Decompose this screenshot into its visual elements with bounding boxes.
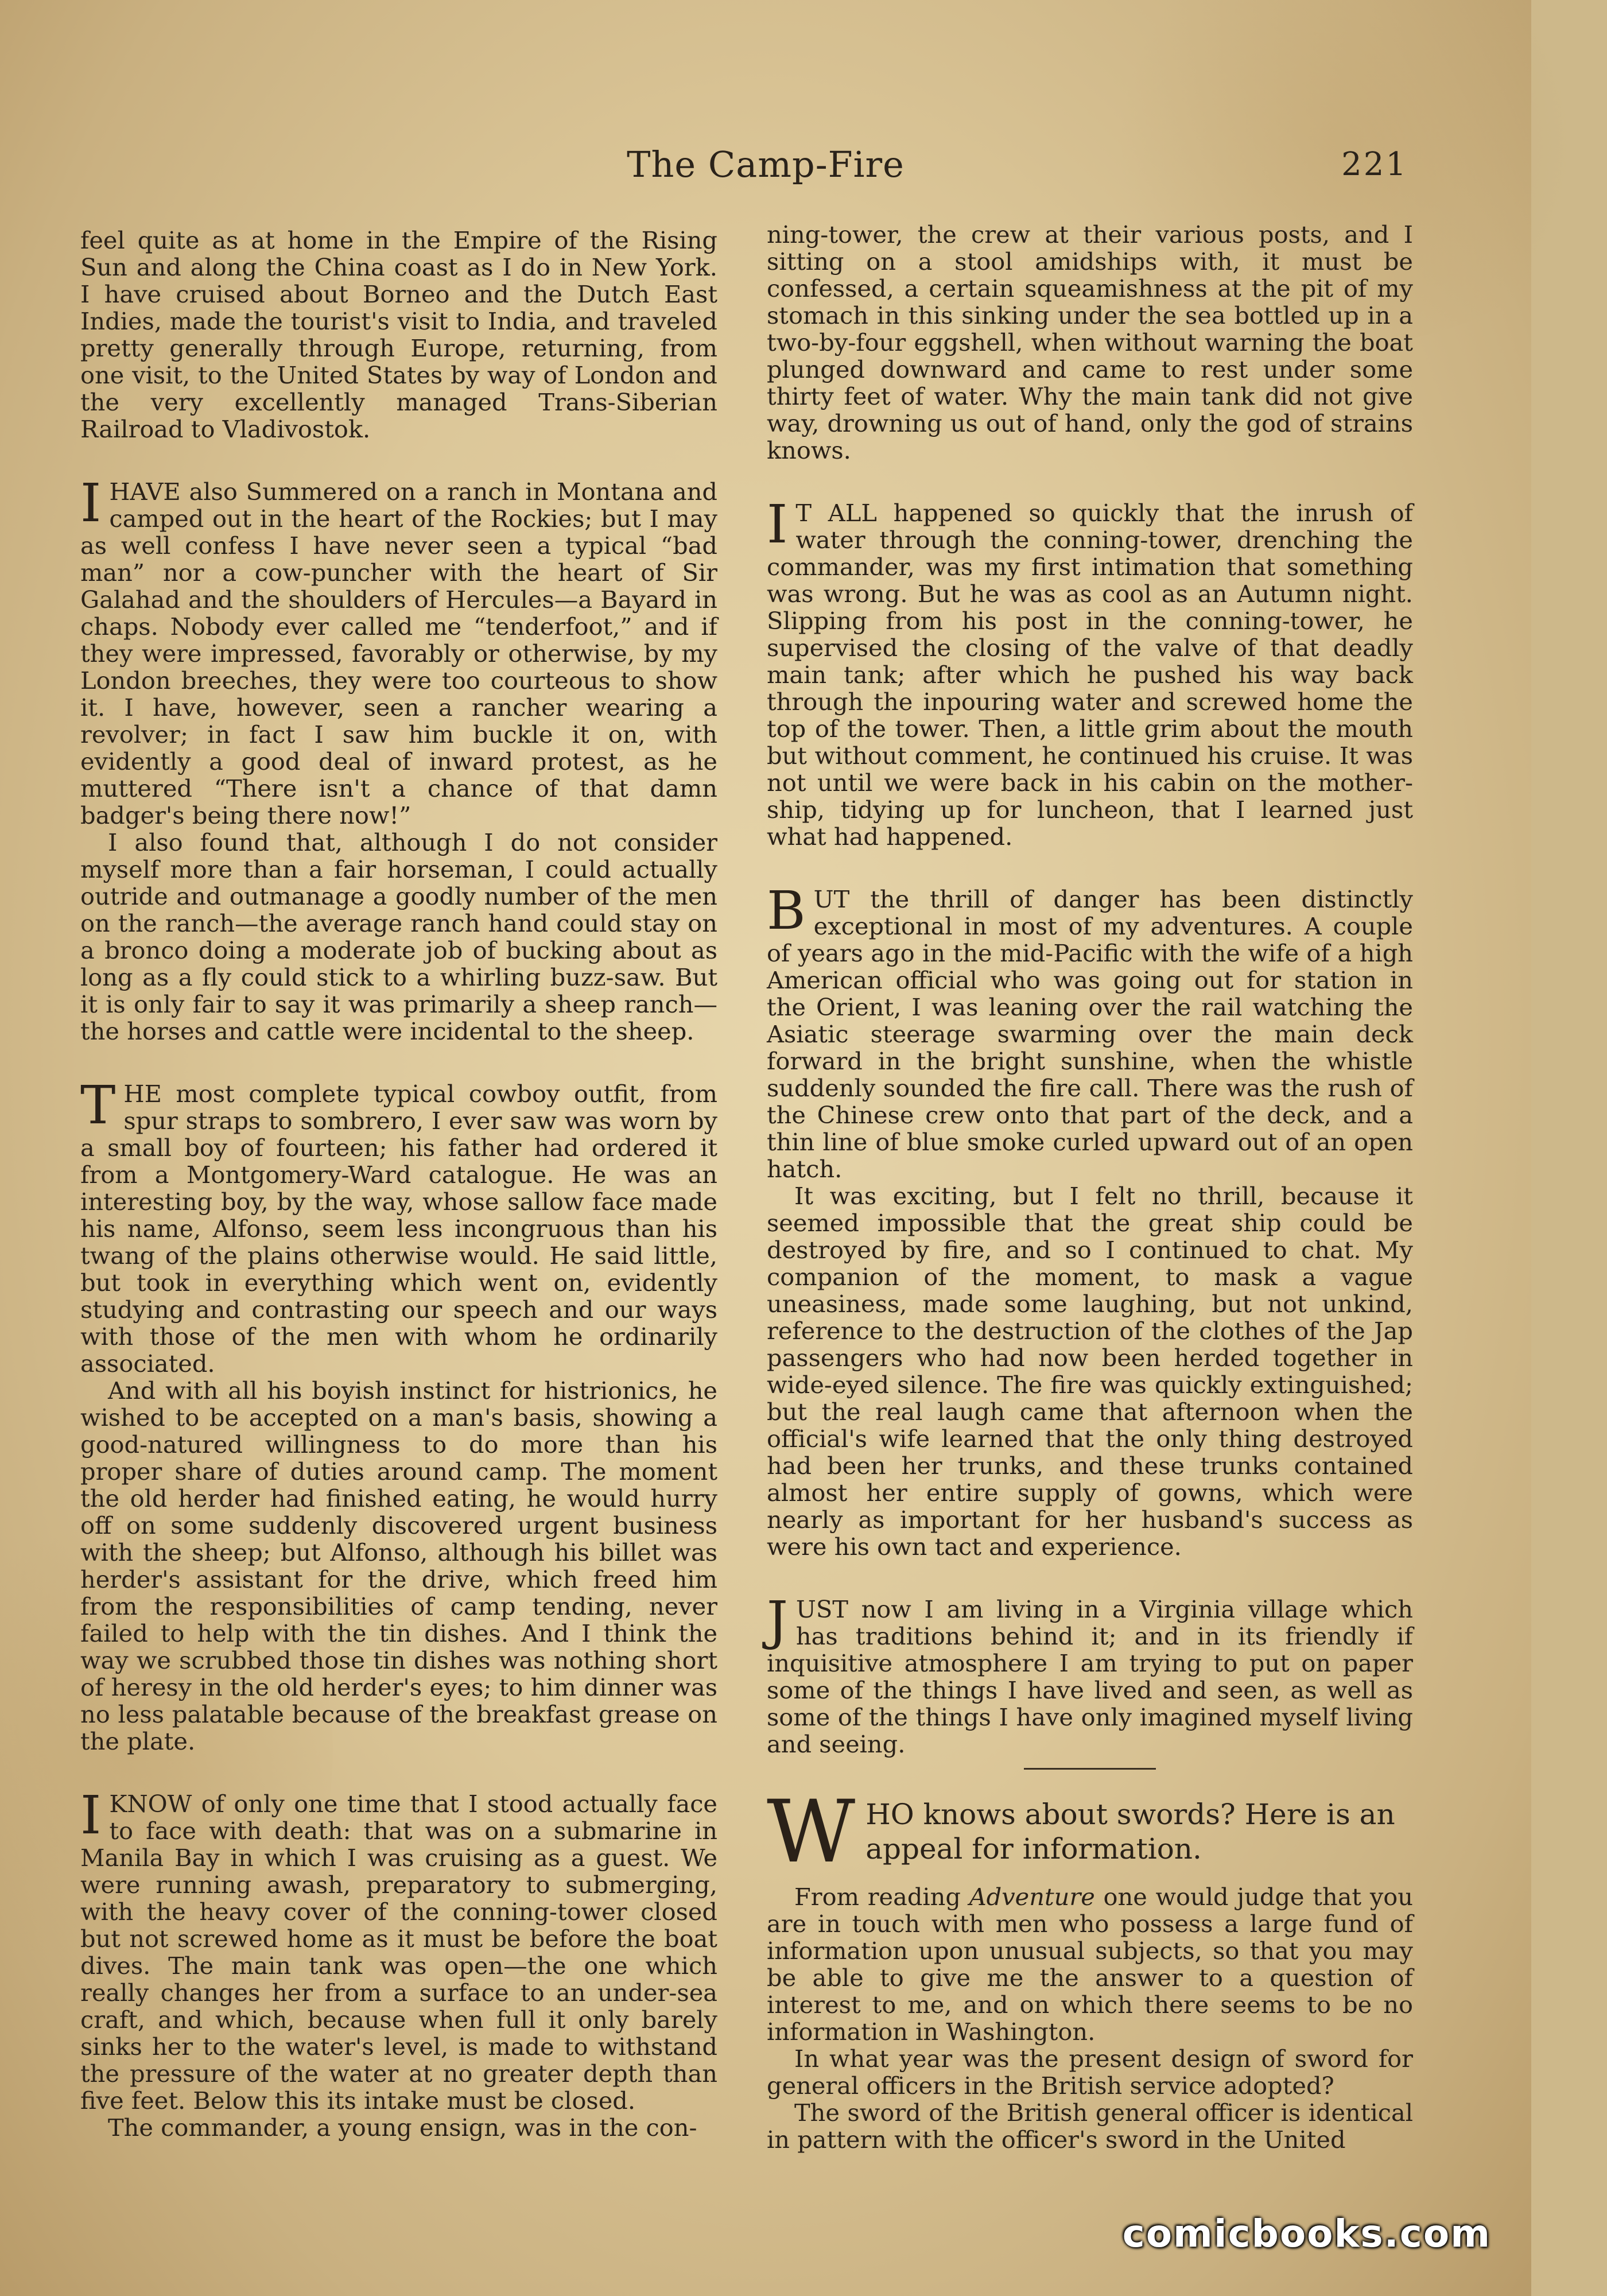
paragraph-text: HE most complete typical cowboy outfit, from spur straps to sombrero, I ever saw was worn by a small boy of fourteen; his father had ordered it from a Montgomery-Ward catalogue. He was an interesting boy, by the way, whose sallow face made his name, Alfonso, seem less incongruous than his twang of the plains otherwise would. He said little, but took in everything which went on, evidently studying and contrasting our speech and our ways with those of the men with whom he ordinarily associated. — [80, 1080, 717, 1378]
page-header — [0, 144, 1531, 195]
drop-cap: I — [80, 472, 102, 534]
section-inrush — [767, 494, 1413, 851]
heading-text: HO knows about swords? Here is an appeal for information. — [865, 1798, 1395, 1865]
paragraph — [767, 880, 1413, 1183]
section-divider — [1024, 1768, 1156, 1770]
left-column — [80, 226, 717, 2142]
section-submarine — [80, 1785, 717, 2142]
watermark: comicbooks.com — [1122, 2212, 1491, 2256]
page-number: 221 — [1341, 146, 1408, 183]
paragraph: In what year was the present design of sword for general officers in the British service adopted? — [767, 2045, 1413, 2100]
paragraph: I also found that, although I do not consider myself more than a fair horseman, I could actually outride and outmanage a goodly number of the men on the ranch—the average ranch hand could stay on a bronco doing a moderate job of bucking about as long as a fly could stick to a whirling buzz-saw. But it is only fair to say it was primarily a sheep ranch—the horses and cattle were incidental to the sheep. — [80, 828, 717, 1045]
swords-letter — [767, 1883, 1413, 2153]
paragraph: The sword of the British general officer is identical in pattern with the officer's sword in the United — [767, 2099, 1413, 2154]
paragraph: It was exciting, but I felt no thrill, because it seemed impossible that the great ship could be destroyed by fire, and so I continued to chat. My companion of the moment, to mask a vague uneasiness, made some laughing, but not unkind, reference to the destruction of the clothes of the Jap passengers who had now been herded together in wide-eyed silence. The fire was quickly extinguished; but the real laugh came that afternoon when the official's wife learned that the only thing destroyed had been her trunks, and these trunks contained almost her entire supply of gowns, which were nearly as important for her husband's success as were his own tact and experience. — [767, 1182, 1413, 1561]
paragraph-text: one would judge that you are in touch with men who possess a large fund of information upon unusual subjects, so that you may be able to give me the answer to a question of interest to me, and on which there seems to be no information in Washington. — [767, 1883, 1413, 2046]
paragraph — [767, 1590, 1413, 1758]
paragraph — [80, 1785, 717, 2115]
paragraph: The commander, a young ensign, was in the con- — [108, 2113, 697, 2142]
drop-cap: B — [767, 880, 806, 941]
paragraph: And with all his boyish instinct for histrionics, he wished to be accepted on a man's basis, showing a good-natured willingness to do more than his proper share of duties around camp. The moment the old herder had finished eating, he would hurry off on some suddenly discovered urgent business with the sheep; but Alfonso, although his billet was herder's assistant for the drive, which freed him from the responsibilities of camp tending, never failed to help with the tin dishes. And I think the way we scrubbed those tin dishes was nothing short of heresy in the old herder's eyes; to him dinner was no less palatable because of the breakfast grease on the plate. — [80, 1376, 717, 1755]
paragraph-text: KNOW of only one time that I stood actually face to face with death: that was on a submarine in Manila Bay in which I was cruising as a guest. We were running awash, preparatory to submerging, with the heavy cover of the conning-tower closed but not screwed home as it must be before the boat dives. The main tank was open—the one which really changes her from a surface to an under-sea craft, and which, because when full it only barely sinks her to the water's level, is made to withstand the pressure of the water at no greater depth than five feet. Below this its intake must be closed. — [80, 1790, 717, 2115]
drop-cap: J — [767, 1590, 788, 1651]
section-cowboy — [80, 1075, 717, 1755]
paragraph — [80, 472, 717, 829]
paragraph — [767, 494, 1413, 851]
paragraph: feel quite as at home in the Empire of the Rising Sun and along the China coast as I do in New York. I have cruised about Borneo and the Dutch East Indies, made the tourist's visit to India, and traveled pretty generally through Europe, returning, from one visit, to the United States by way of London and the very excellently managed Trans-Siberian Railroad to Vladivostok. — [80, 226, 717, 443]
paragraph-text: UST now I am living in a Virginia village which has traditions behind it; and in its friendly if inquisitive atmosphere I am trying to put on paper some of the things I have lived and seen, as well as some of the things I have only imagined myself living and seeing. — [767, 1595, 1413, 1758]
paragraph — [80, 1075, 717, 1378]
paragraph-text: UT the thrill of danger has been distinctly exceptional in most of my adventures. A couple of years ago in the mid-Pacific with the wife of a high American official who was going out for station in the Orient, I was leaning over the rail watching the Asiatic steerage swarming over the main deck forward in the bright sunshine, when the whistle suddenly sounded the fire call. There was the rush of the Chinese crew onto that part of the deck, and a thin line of blue smoke curled upward out of an open hatch. — [767, 885, 1413, 1183]
running-title: The Camp-Fire — [627, 144, 905, 185]
drop-cap: W — [767, 1782, 856, 1882]
section-ranch — [80, 472, 717, 1045]
paragraph-text: From reading — [794, 1883, 969, 1911]
section-fire — [767, 880, 1413, 1561]
section-virginia — [767, 1590, 1413, 1770]
paragraph-text: T ALL happened so quickly that the inrush of water through the conning-tower, drenching the commander, was my first intimation that something was wrong. But he was as cool as an Autumn night. Slipping from his post in the conning-tower, he supervised the closing of the valve of that deadly main tank; after which he pushed his way back through the inpouring water and screwed home the top of the tower. Then, a little grim about the mouth but without comment, he continued his cruise. It was not until we were back in his cabin on the mother-ship, tidying up for luncheon, that I learned just what had happened. — [767, 499, 1413, 851]
paragraph: ning-tower, the crew at their various posts, and I sitting on a stool amidships with, it must be confessed, a certain squeamishness at the pit of my stomach in this sinking under the sea bottled up in a two-by-four eggshell, when without warning the boat plunged downward and came to rest under some thirty feet of water. Why the main tank did not give way, drowning us out of hand, only the god of strains knows. — [767, 220, 1413, 464]
drop-cap: I — [767, 494, 788, 555]
drop-cap: I — [80, 1785, 102, 1846]
right-column — [767, 220, 1413, 2154]
paragraph — [767, 1883, 1413, 2045]
magazine-title: Adventure — [969, 1883, 1095, 1911]
paragraph-text: HAVE also Summered on a ranch in Montana and camped out in the heart of the Rockies; but I may as well confess I have never seen a typical “bad man” nor a cow-puncher with the heart of Sir Galahad and the shoulders of Hercules—a Bayard in chaps. Nobody ever called me “tenderfoot,” and if they were impressed, favorably or otherwise, by my London breeches, they were too courteous to show it. I have, however, seen a rancher wearing a revolver; in fact I saw him buckle it on, with evidently a good deal of inward protest, as he muttered “There isn't a chance of that damn badger's being there now!” — [80, 478, 717, 829]
drop-cap: T — [80, 1075, 116, 1136]
swords-heading — [767, 1782, 1413, 1882]
